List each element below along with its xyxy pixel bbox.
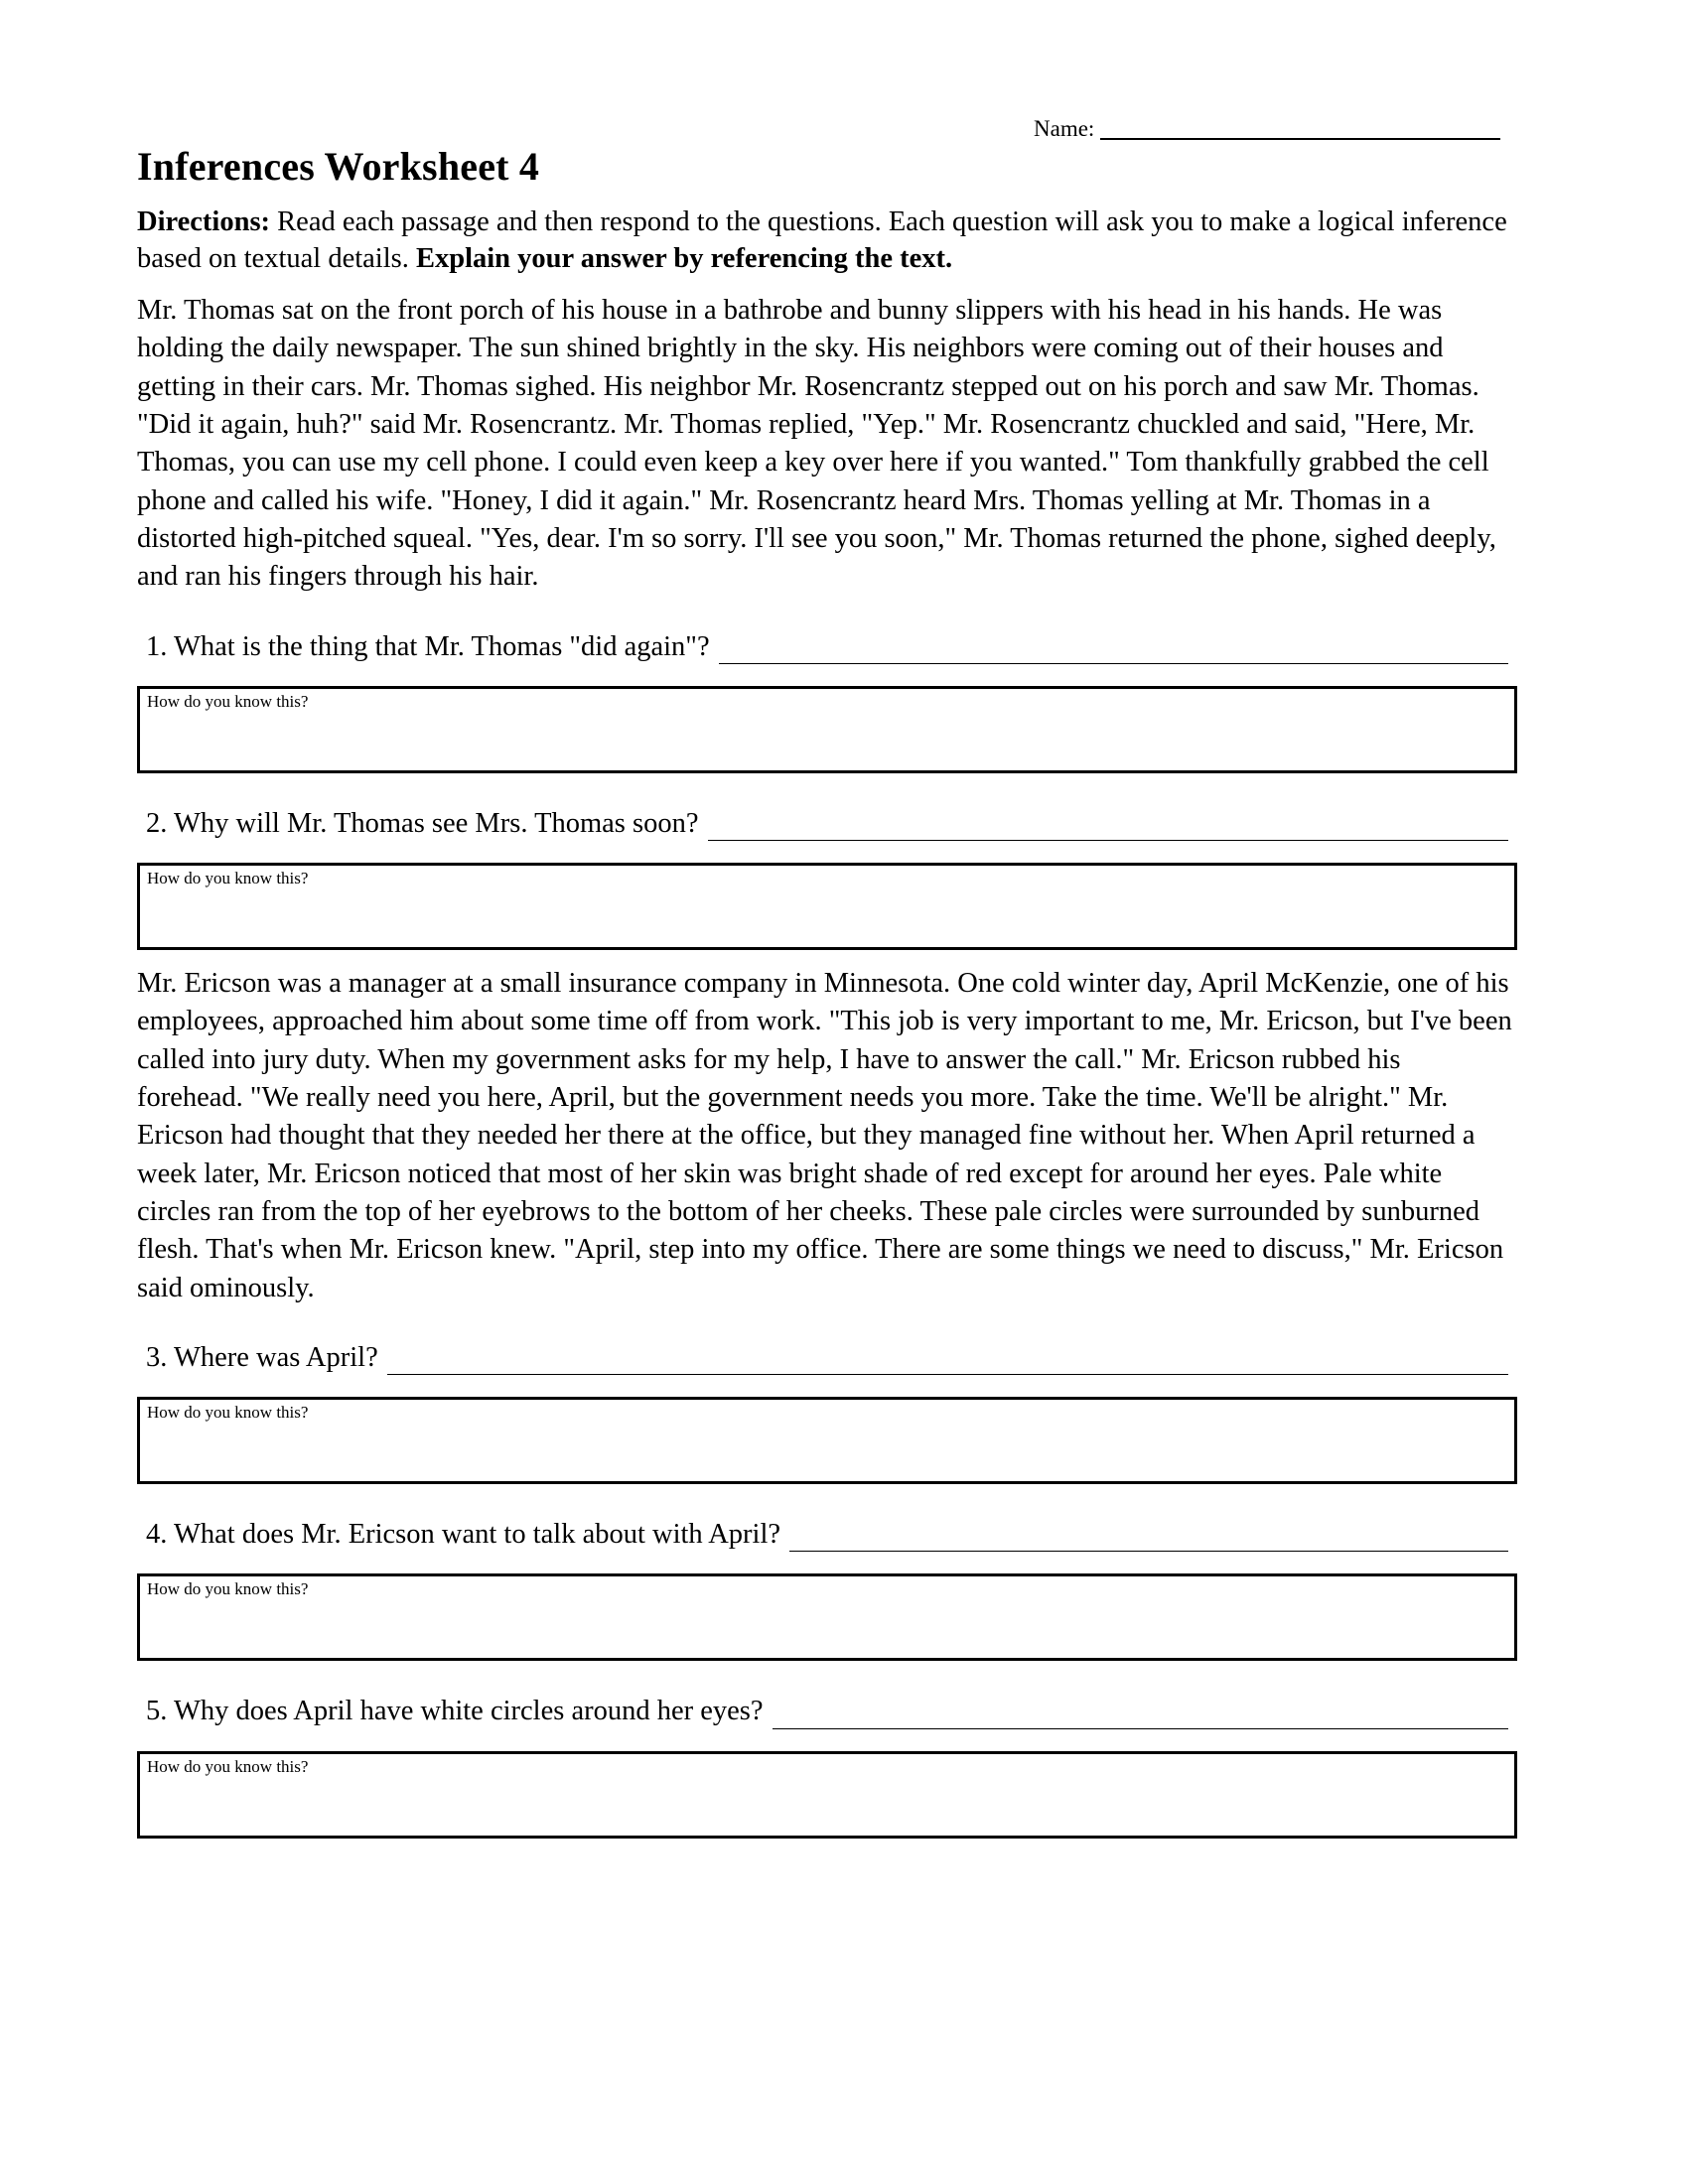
passage-2-text: Mr. Ericson was a manager at a small insurance company in Minnesota. One cold winter day, April McKenzie, one of his employees, approached him about some time off from work. "This job is very important to me, Mr. Ericson, but I've been called into jury duty. When my government asks for my help, I have to answer the call." Mr. Ericson rubbed his forehead. "We really need you here, April, but the government needs you more. Take the time. We'll be alright." Mr. Ericson had thought that they needed her there at the office, but they managed fine without her. When April returned a week later, Mr. Ericson noticed that most of her skin was bright shade of red except for around her eyes. Pale white circles ran from the top of her eyebrows to the bottom of her cheeks. These pale circles were surrounded by sunburned flesh. That's when Mr. Ericson knew. "April, step into my office. There are some things we need to discuss," Mr. Ericson said ominously. [137, 968, 1512, 1303]
question-3-text: 3. Where was April? [146, 1342, 378, 1374]
question-3-answer-line[interactable] [387, 1352, 1508, 1375]
question-3-row [137, 1341, 1508, 1375]
question-2-evidence-label: How do you know this? [147, 869, 309, 888]
directions-paragraph [137, 204, 1517, 277]
question-5-evidence-label: How do you know this? [147, 1756, 309, 1776]
passage-1-text: Mr. Thomas sat on the front porch of his house in a bathrobe and bunny slippers with his head in his hands. He was holding the daily newspaper. The sun shined brightly in the sky. His neighbors were coming out of their houses and getting in their cars. Mr. Thomas sighed. His neighbor Mr. Rosencrantz stepped out on his porch and saw Mr. Thomas. "Did it again, huh?" said Mr. Rosencrantz. Mr. Thomas replied, "Yep." Mr. Rosencrantz chuckled and said, "Here, Mr. Thomas, you can use my cell phone. I could even keep a key over here if you wanted." Tom thankfully grabbed the cell phone and called his wife. "Honey, I did it again." Mr. Rosencrantz heard Mrs. Thomas yelling at Mr. Thomas in a distorted high-pitched squeal. "Yes, dear. I'm so sorry. I'll see you soon," Mr. Thomas returned the phone, sighed deeply, and ran his fingers through his hair. [137, 295, 1496, 593]
directions-body: Read each passage and then respond to the questions. Each question will ask you to make a logical inference based on textual details. [137, 206, 1507, 275]
question-5-evidence-box[interactable] [137, 1751, 1517, 1839]
question-2-text: 2. Why will Mr. Thomas see Mrs. Thomas soon? [146, 807, 699, 839]
question-5-row [137, 1695, 1508, 1728]
directions-label: Directions: [137, 206, 271, 237]
question-4-evidence-box[interactable] [137, 1573, 1517, 1661]
question-2-answer-line[interactable] [708, 818, 1508, 841]
question-5-answer-line[interactable] [773, 1706, 1508, 1729]
directions-emphasis: Explain your answer by referencing the text. [415, 243, 953, 275]
question-3-evidence-label: How do you know this? [147, 1403, 309, 1423]
name-input-line[interactable] [1100, 118, 1500, 140]
question-1-answer-line[interactable] [719, 641, 1508, 664]
question-2-evidence-box[interactable] [137, 863, 1517, 950]
question-3-evidence-box[interactable] [137, 1397, 1517, 1484]
page-title: Inferences Worksheet 4 [137, 144, 540, 189]
question-4-evidence-label: How do you know this? [147, 1579, 309, 1599]
question-1-text: 1. What is the thing that Mr. Thomas "did again"? [146, 630, 710, 662]
question-1-evidence-label: How do you know this? [147, 691, 309, 711]
question-4-row [137, 1518, 1508, 1552]
name-field-row [1034, 117, 1500, 140]
question-4-text: 4. What does Mr. Ericson want to talk about with April? [146, 1519, 781, 1551]
question-1-evidence-box[interactable] [137, 686, 1517, 773]
question-5-text: 5. Why does April have white circles around her eyes? [146, 1696, 764, 1727]
question-4-answer-line[interactable] [789, 1529, 1508, 1552]
worksheet-content [137, 204, 1517, 1839]
question-1-row [137, 630, 1508, 664]
question-2-row [137, 807, 1508, 841]
name-label: Name: [1034, 116, 1095, 141]
